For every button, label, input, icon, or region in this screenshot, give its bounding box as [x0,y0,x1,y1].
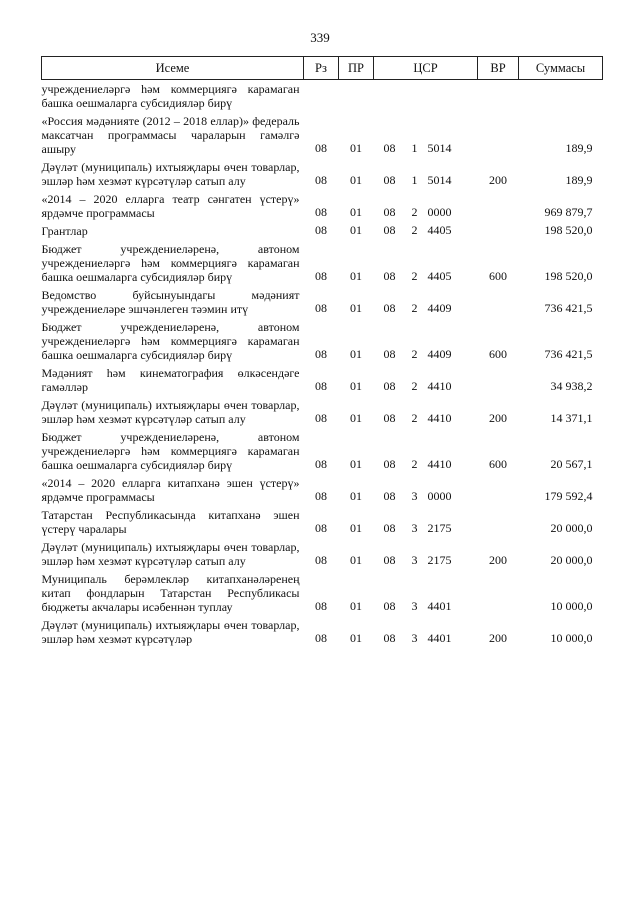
row-csr-part3 [426,80,478,113]
row-vr: 200 [489,631,508,645]
row-csr-part1: 08 [383,223,396,237]
row-csr-part3: 4410 [427,379,452,393]
row-pr: 01 [350,489,362,503]
table-row [42,428,603,474]
row-csr-part2: 2 [411,457,418,471]
row-rz: 08 [315,301,327,315]
row-name: Грантлар [41,224,88,238]
row-sum: 736 421,5 [544,301,593,315]
row-name: Ведомство буйсынуындагы мәдәният учреждениеләре эшчәнлеген тәэмин итү [41,288,300,316]
row-rz: 08 [315,379,327,393]
table-body [42,80,603,649]
row-csr-part1: 08 [383,631,396,645]
row-sum: 20 567,1 [550,457,593,471]
row-name: учреждениеләргә һәм коммерциягә карамаган башка оешмаларга субсидияләр бирү [41,82,300,110]
row-csr-part1: 08 [383,411,396,425]
row-vr [478,474,519,506]
row-rz: 08 [315,489,327,503]
row-rz: 08 [315,457,327,471]
row-vr: 600 [489,457,508,471]
row-csr-part2: 3 [411,599,418,613]
row-csr-part2: 1 [411,173,418,187]
row-name: Бюджет учреждениеләренә, автоном учреждениеләргә һәм коммерциягә карамаган башка оешмаларга субсидияләр бирү [41,430,300,472]
row-vr [478,364,519,396]
row-sum: 34 938,2 [550,379,593,393]
row-csr-part2: 2 [411,411,418,425]
table-row [42,538,603,570]
header-pr: ПР [339,57,374,80]
row-rz: 08 [315,141,327,155]
row-csr-part3: 5014 [427,141,452,155]
row-rz: 08 [315,411,327,425]
row-pr: 01 [350,141,362,155]
table-row [42,364,603,396]
row-rz: 08 [315,223,327,237]
row-rz: 08 [315,173,327,187]
row-name: Дәүләт (муниципаль) ихтыяҗлары өчен товарлар, эшләр һәм хезмәт күрсәтүләр сатып алу [41,398,300,426]
table-row [42,318,603,364]
row-vr: 200 [489,411,508,425]
header-name: Исеме [42,57,304,80]
row-vr [478,570,519,616]
row-vr: 600 [489,269,508,283]
row-pr: 01 [350,347,362,361]
row-csr-part1 [374,80,406,113]
row-name: Мәдәният һәм кинематография өлкәсендәге гамәлләр [41,366,300,394]
row-vr [478,112,519,158]
row-csr-part1: 08 [383,141,396,155]
row-sum [519,80,603,113]
row-csr-part3: 0000 [427,205,452,219]
row-pr: 01 [350,205,362,219]
row-csr-part3: 4409 [427,301,452,315]
row-sum: 179 592,4 [544,489,593,503]
row-name: «2014 – 2020 елларга китапханә эшен үстерү» ярдәмче программасы [41,476,300,504]
row-csr-part2: 2 [411,347,418,361]
row-csr-part1: 08 [383,489,396,503]
row-csr-part3: 4409 [427,347,452,361]
row-csr-part1: 08 [383,347,396,361]
row-pr: 01 [350,457,362,471]
row-name: «2014 – 2020 елларга театр сәнгатен үстерү» ярдәмче программасы [41,192,300,220]
row-name: Бюджет учреждениеләренә, автоном учреждениеләргә һәм коммерциягә карамаган башка оешмаларга субсидияләр бирү [41,242,300,284]
row-csr-part1: 08 [383,457,396,471]
header-vr: ВР [478,57,519,80]
row-csr-part3: 0000 [427,489,452,503]
header-rz: Рз [304,57,339,80]
row-csr-part1: 08 [383,599,396,613]
table-row [42,506,603,538]
row-sum: 736 421,5 [544,347,593,361]
row-csr-part2: 3 [411,489,418,503]
row-rz: 08 [315,631,327,645]
row-rz: 08 [315,347,327,361]
row-vr: 200 [489,553,508,567]
row-csr-part2: 2 [411,269,418,283]
row-vr [478,190,519,222]
row-pr [339,80,374,113]
row-csr-part1: 08 [383,269,396,283]
row-csr-part3: 4410 [427,457,452,471]
budget-table [41,56,603,648]
table-header-row [42,57,603,80]
row-name: Дәүләт (муниципаль) ихтыяҗлары өчен товарлар, эшләр һәм хезмәт күрсәтүләр [41,618,300,646]
row-csr-part2: 3 [411,521,418,535]
row-name: Дәүләт (муниципаль) ихтыяҗлары өчен товарлар, эшләр һәм хезмәт күрсәтүләр сатып алу [41,540,300,568]
row-pr: 01 [350,173,362,187]
row-vr: 600 [489,347,508,361]
table-row [42,222,603,240]
row-rz: 08 [315,205,327,219]
row-csr-part3: 5014 [427,173,452,187]
table-row [42,240,603,286]
row-csr-part1: 08 [383,301,396,315]
row-sum: 14 371,1 [550,411,593,425]
row-sum: 969 879,7 [544,205,593,219]
row-sum: 198 520,0 [544,223,593,237]
table-row [42,570,603,616]
row-rz: 08 [315,269,327,283]
row-sum: 10 000,0 [550,599,593,613]
row-vr [478,80,519,113]
row-csr-part2: 2 [411,205,418,219]
page-number: 339 [310,30,330,45]
table-row [42,112,603,158]
row-csr-part3: 4410 [427,411,452,425]
table-row [42,158,603,190]
row-csr-part1: 08 [383,553,396,567]
row-csr-part3: 4401 [427,631,452,645]
row-csr-part3: 4405 [427,269,452,283]
row-vr [478,286,519,318]
row-sum: 20 000,0 [550,521,593,535]
header-csr: ЦСР [374,57,478,80]
row-pr: 01 [350,411,362,425]
table-row [42,286,603,318]
row-csr-part2: 2 [411,223,418,237]
row-csr-part2: 3 [411,553,418,567]
table-row [42,616,603,648]
row-pr: 01 [350,553,362,567]
row-pr: 01 [350,599,362,613]
row-csr-part2: 2 [411,379,418,393]
row-csr-part3: 2175 [427,553,452,567]
row-csr-part1: 08 [383,173,396,187]
row-sum: 189,9 [565,141,593,155]
row-vr: 200 [489,173,508,187]
row-csr-part3: 4405 [427,223,452,237]
row-sum: 20 000,0 [550,553,593,567]
table-row [42,190,603,222]
row-rz: 08 [315,521,327,535]
row-name: Муниципаль берәмлекләр китапханәләренең китап фондларын Татарстан Республикасы бюджеты акчалары исәбеннән туплау [41,572,300,614]
row-csr-part1: 08 [383,205,396,219]
row-csr-part2 [406,80,426,113]
row-name: Бюджет учреждениеләренә, автоном учреждениеләргә һәм коммерциягә карамаган башка оешмаларга субсидияләр бирү [41,320,300,362]
row-pr: 01 [350,269,362,283]
row-csr-part2: 2 [411,301,418,315]
row-pr: 01 [350,223,362,237]
row-csr-part2: 1 [411,141,418,155]
row-rz [304,80,339,113]
row-name: Татарстан Республикасында китапханә эшен үстерү чаралары [41,508,300,536]
row-vr [478,506,519,538]
row-pr: 01 [350,301,362,315]
table-row [42,396,603,428]
row-sum: 189,9 [565,173,593,187]
row-csr-part1: 08 [383,379,396,393]
row-csr-part2: 3 [411,631,418,645]
row-name: «Россия мәдәнияте (2012 – 2018 еллар)» федераль максатчан программасы чараларын гамәлгә ашыру [41,114,300,156]
row-pr: 01 [350,521,362,535]
header-sum: Суммасы [519,57,603,80]
row-csr-part3: 2175 [427,521,452,535]
table-row [42,80,603,113]
row-sum: 198 520,0 [544,269,593,283]
row-rz: 08 [315,599,327,613]
row-pr: 01 [350,379,362,393]
row-sum: 10 000,0 [550,631,593,645]
row-csr-part3: 4401 [427,599,452,613]
row-pr: 01 [350,631,362,645]
row-csr-part1: 08 [383,521,396,535]
row-rz: 08 [315,553,327,567]
row-vr [478,222,519,240]
table-row [42,474,603,506]
row-name: Дәүләт (муниципаль) ихтыяҗлары өчен товарлар, эшләр һәм хезмәт күрсәтүләр сатып алу [41,160,300,188]
